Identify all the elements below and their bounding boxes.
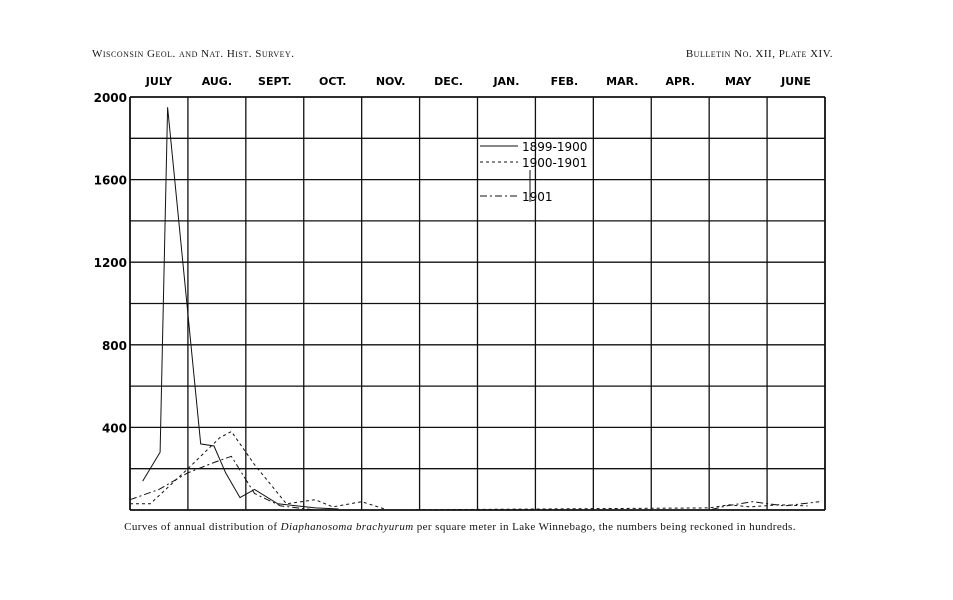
month-label: FEB. — [550, 75, 579, 88]
month-label: AUG. — [201, 75, 233, 88]
y-tick-label: 1200 — [93, 256, 127, 271]
series-line — [130, 456, 819, 510]
month-label: NOV. — [375, 75, 406, 88]
month-label: DEC. — [434, 75, 463, 88]
month-label: MAR. — [606, 75, 639, 88]
chart-legend — [480, 140, 587, 204]
figure-caption — [95, 521, 825, 533]
month-label: JULY — [145, 75, 173, 88]
caption-species: Diaphanosoma brachyurum — [280, 521, 414, 533]
y-tick-label: 800 — [101, 338, 127, 353]
series-line — [143, 107, 339, 509]
month-label: JAN. — [493, 75, 520, 88]
month-label: SEPT. — [258, 75, 292, 88]
chart-grid — [130, 97, 825, 510]
legend-label: 1899-1900 — [522, 140, 588, 154]
legend-label: 1900-1901 — [522, 156, 588, 170]
chart-series — [130, 107, 819, 510]
y-tick-label: 2000 — [93, 91, 127, 105]
y-tick-label: 400 — [101, 421, 127, 436]
y-tick-label: 1600 — [93, 173, 127, 188]
header-right: Bulletin No. XII, Plate XIV. — [685, 48, 833, 60]
legend-label: 1901 — [522, 190, 553, 204]
month-label: APR. — [665, 75, 695, 88]
caption-post: per square meter in Lake Winnebago, the numbers being reckoned in hundreds. — [413, 521, 796, 533]
series-line — [130, 432, 808, 511]
header-left: Wisconsin Geol. and Nat. Hist. Survey. — [92, 48, 295, 60]
chart-labels — [94, 75, 811, 435]
caption-pre: Curves of annual distribution of — [124, 521, 281, 533]
month-label: MAY — [724, 75, 752, 88]
month-label: JUNE — [781, 75, 811, 88]
month-label: OCT. — [318, 75, 347, 88]
